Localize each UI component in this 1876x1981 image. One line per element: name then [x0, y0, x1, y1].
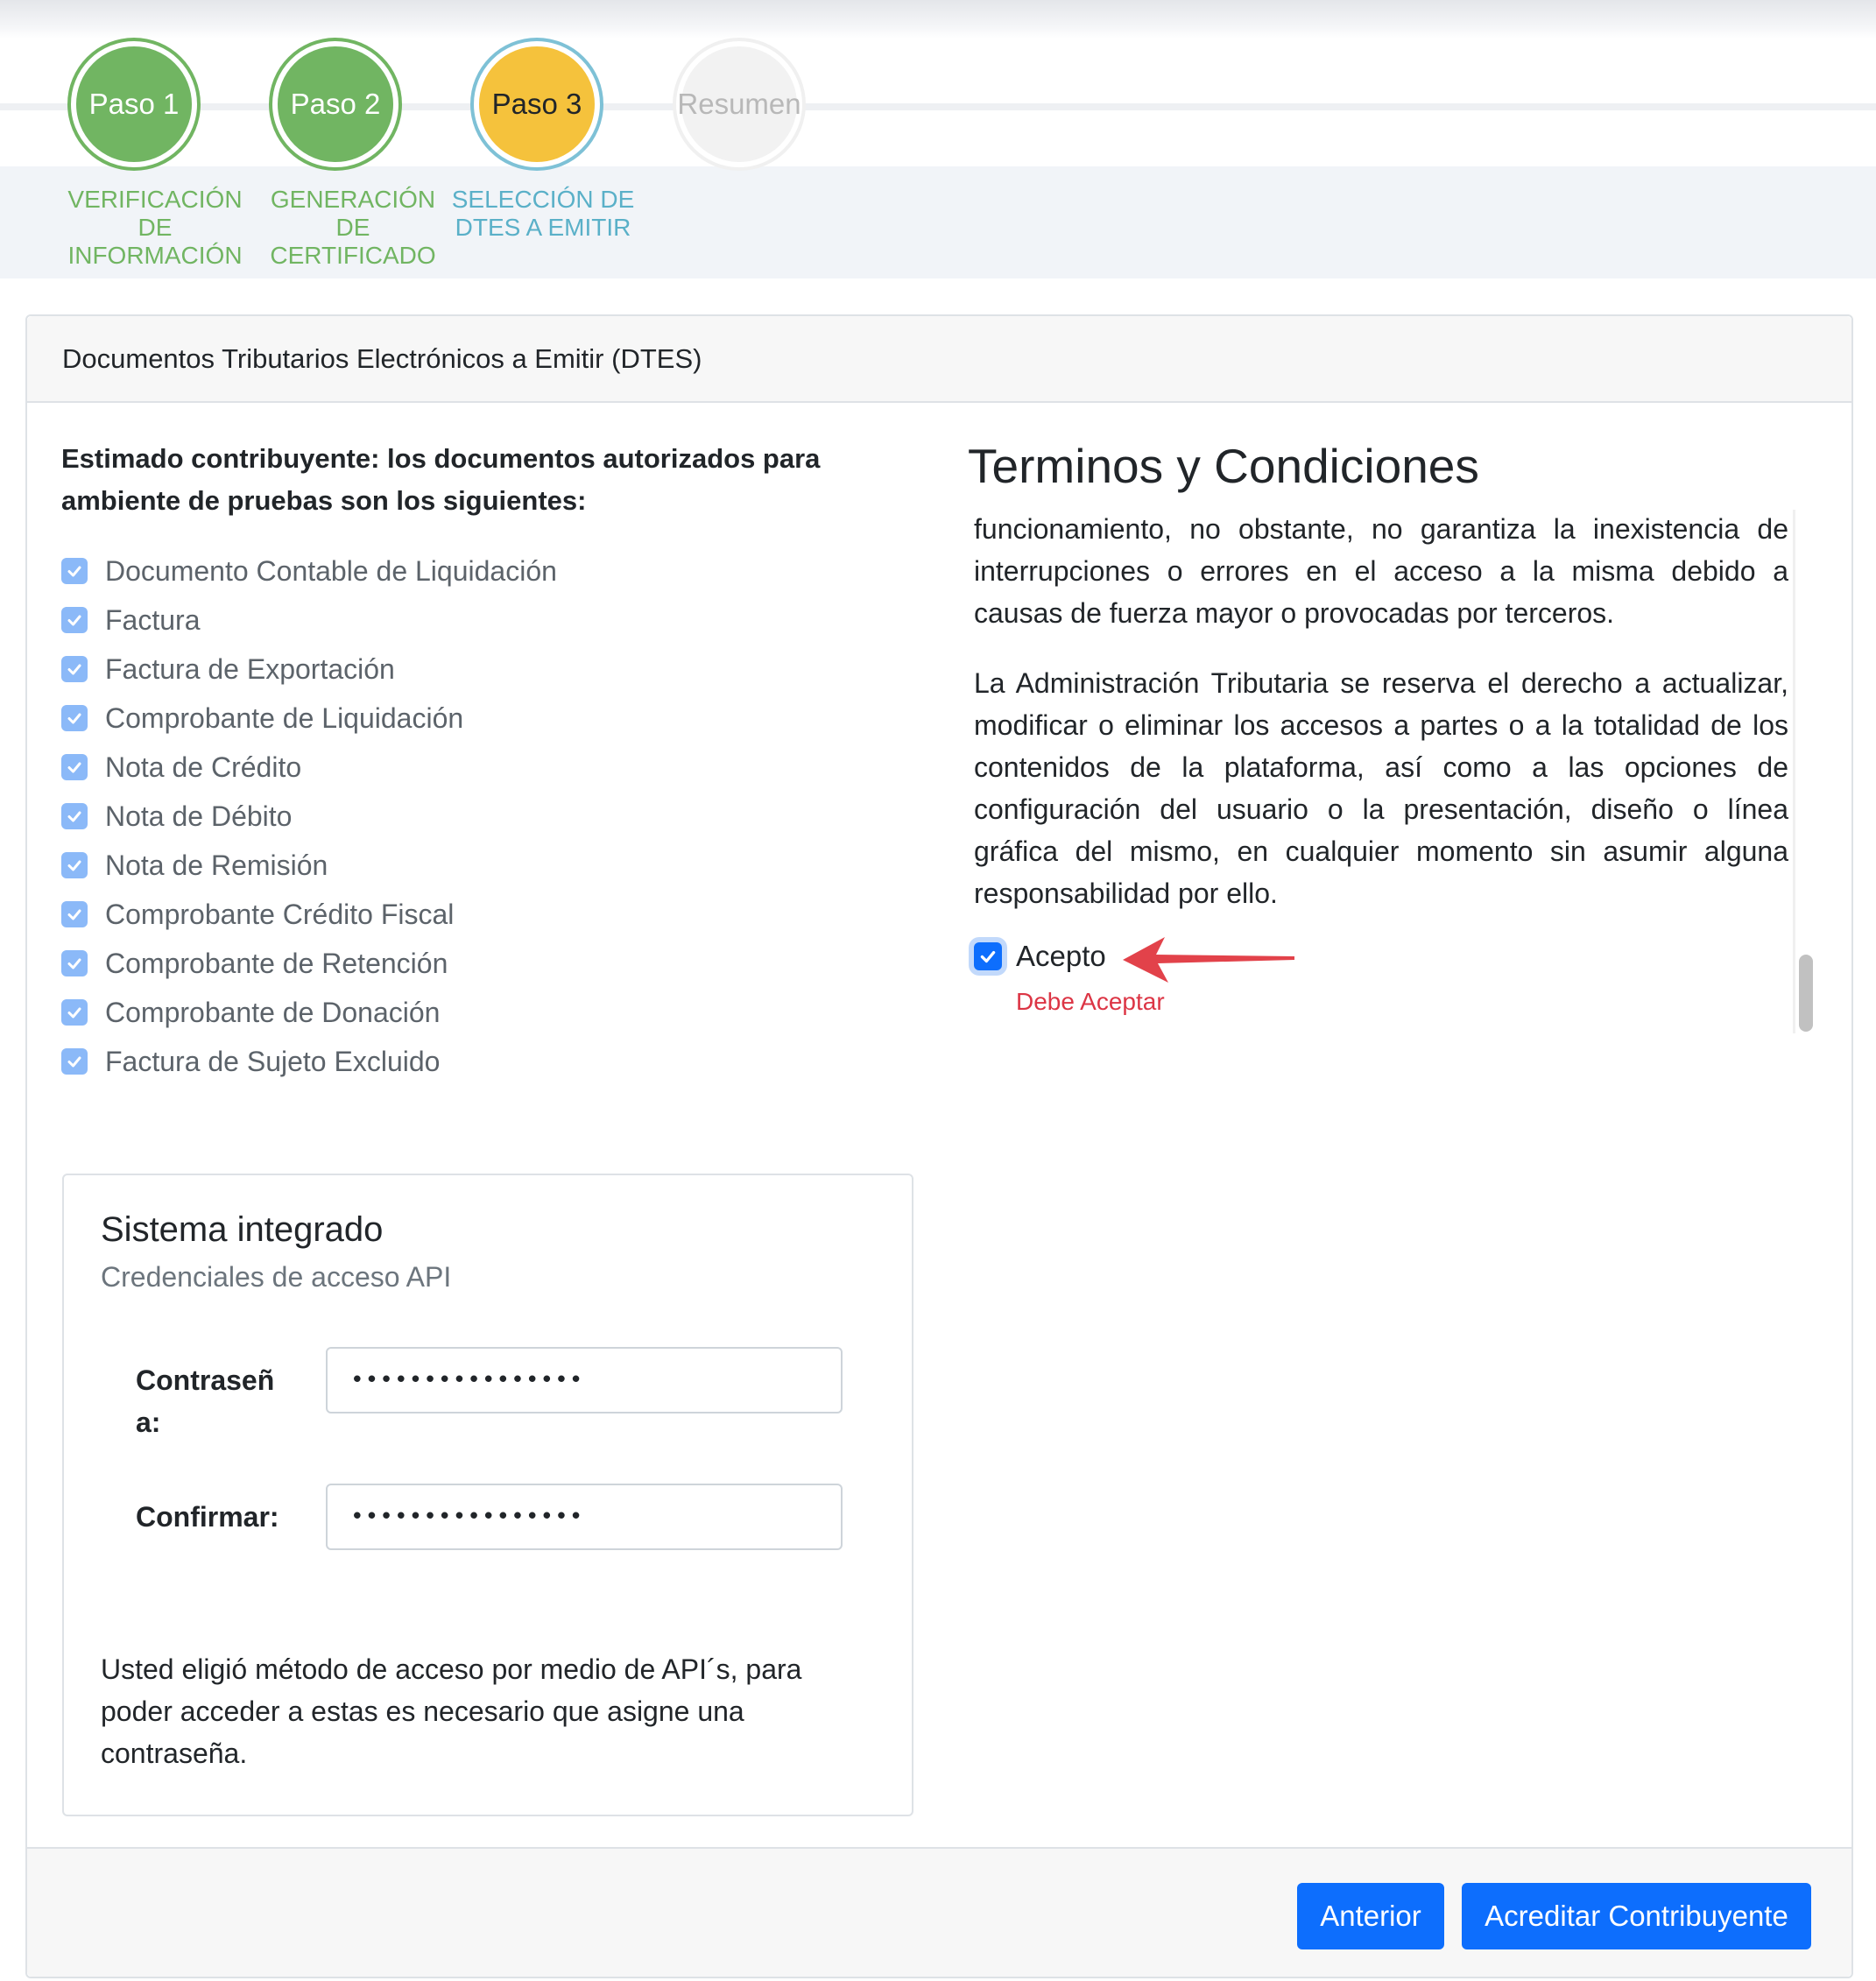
- step-2-caption: GENERACIÓN DE CERTIFICADO: [270, 186, 436, 269]
- top-shadow: [0, 0, 1876, 39]
- check-icon: [66, 857, 83, 874]
- document-item[interactable]: [61, 694, 557, 743]
- document-checkbox[interactable]: [61, 852, 88, 878]
- document-label: Nota de Crédito: [105, 751, 302, 783]
- documents-intro: Estimado contribuyente: los documentos autorizados para ambiente de pruebas son los siguientes:: [61, 443, 821, 516]
- document-item[interactable]: [61, 890, 557, 939]
- document-item[interactable]: [61, 546, 557, 596]
- document-item[interactable]: [61, 743, 557, 792]
- accept-checkbox[interactable]: [974, 942, 1002, 970]
- check-icon: [66, 1004, 83, 1021]
- sistema-subtitle: Credenciales de acceso API: [101, 1261, 452, 1293]
- document-item[interactable]: [61, 939, 557, 988]
- check-icon: [66, 611, 83, 629]
- accept-error-message: Debe Aceptar: [1016, 988, 1165, 1015]
- step-summary-label: Resumen: [677, 88, 801, 120]
- check-icon: [66, 758, 83, 776]
- check-icon: [66, 562, 83, 580]
- password-input[interactable]: [326, 1347, 843, 1413]
- step-3-label: Paso 3: [491, 88, 582, 120]
- document-label: Nota de Débito: [105, 800, 293, 832]
- document-item[interactable]: [61, 596, 557, 645]
- document-checkbox[interactable]: [61, 901, 88, 927]
- document-label: Factura de Sujeto Excluido: [105, 1045, 441, 1077]
- confirm-password-input[interactable]: [326, 1484, 843, 1550]
- card-header: Documentos Tributarios Electrónicos a Emitir (DTES): [27, 316, 1851, 403]
- confirm-label: Confirmar:: [136, 1501, 279, 1533]
- check-icon: [66, 906, 83, 923]
- terms-paragraph-1: funcionamiento, no obstante, no garantiza la inexistencia de interrupciones o errores en el acceso a la misma debido a causas de fuerza mayor o provocadas por terceros.: [974, 513, 1788, 629]
- document-label: Comprobante de Donación: [105, 996, 441, 1028]
- documents-list: [61, 546, 557, 1086]
- document-label: Nota de Remisión: [105, 849, 328, 881]
- document-item[interactable]: [61, 841, 557, 890]
- document-checkbox[interactable]: [61, 754, 88, 780]
- check-icon: [66, 807, 83, 825]
- terms-scrollbar-thumb[interactable]: [1799, 955, 1813, 1032]
- step-3-caption: SELECCIÓN DE DTES A EMITIR: [451, 186, 635, 241]
- document-label: Comprobante Crédito Fiscal: [105, 898, 455, 930]
- step-1-circle[interactable]: [71, 41, 197, 167]
- check-icon: [66, 955, 83, 972]
- document-checkbox[interactable]: [61, 656, 88, 682]
- document-label: Factura: [105, 603, 201, 636]
- document-label: Comprobante de Retención: [105, 947, 448, 979]
- document-label: Factura de Exportación: [105, 652, 395, 685]
- sistema-integrado-box: [62, 1174, 913, 1816]
- submit-button[interactable]: Acreditar Contribuyente: [1462, 1883, 1811, 1949]
- step-1-caption: VERIFICACIÓN DE INFORMACIÓN: [67, 186, 243, 269]
- step-summary-circle: [676, 41, 802, 167]
- document-label: Comprobante de Liquidación: [105, 701, 464, 734]
- document-checkbox[interactable]: [61, 803, 88, 829]
- step-2-label: Paso 2: [290, 88, 381, 120]
- document-item[interactable]: [61, 645, 557, 694]
- check-icon: [66, 1053, 83, 1070]
- check-icon: [978, 947, 998, 966]
- document-item[interactable]: [61, 792, 557, 841]
- document-checkbox[interactable]: [61, 999, 88, 1026]
- terms-title: Terminos y Condiciones: [968, 439, 1479, 493]
- sistema-note: Usted eligió método de acceso por medio de API´s, para poder acceder a estas es necesario que asigne una contraseña.: [101, 1653, 802, 1769]
- password-label: Contraseña:: [136, 1364, 275, 1438]
- document-item[interactable]: [61, 988, 557, 1037]
- step-1-label: Paso 1: [88, 88, 180, 120]
- document-label: Documento Contable de Liquidación: [105, 554, 557, 587]
- document-checkbox[interactable]: [61, 950, 88, 976]
- accept-label[interactable]: Acepto: [1016, 940, 1106, 972]
- step-2-circle[interactable]: [272, 41, 398, 167]
- terms-paragraph-2: La Administración Tributaria se reserva el derecho a actualizar, modificar o eliminar los accesos a partes o a la totalidad de los contenidos de la plataforma, así como a las opciones de configuración del usuario o la presentación, diseño o línea gráfica del mismo, en cualquier momento sin asumir alguna responsabilidad por ello.: [974, 667, 1788, 909]
- previous-button[interactable]: Anterior: [1297, 1883, 1444, 1949]
- sistema-title: Sistema integrado: [101, 1210, 384, 1249]
- document-checkbox[interactable]: [61, 1048, 88, 1075]
- step-3-circle[interactable]: [474, 41, 600, 167]
- annotation-arrow-icon: [1121, 934, 1296, 986]
- check-icon: [66, 709, 83, 727]
- document-checkbox[interactable]: [61, 705, 88, 731]
- terms-scrollbar-track: [1793, 510, 1795, 1033]
- document-checkbox[interactable]: [61, 558, 88, 584]
- check-icon: [66, 660, 83, 678]
- document-item[interactable]: [61, 1037, 557, 1086]
- document-checkbox[interactable]: [61, 607, 88, 633]
